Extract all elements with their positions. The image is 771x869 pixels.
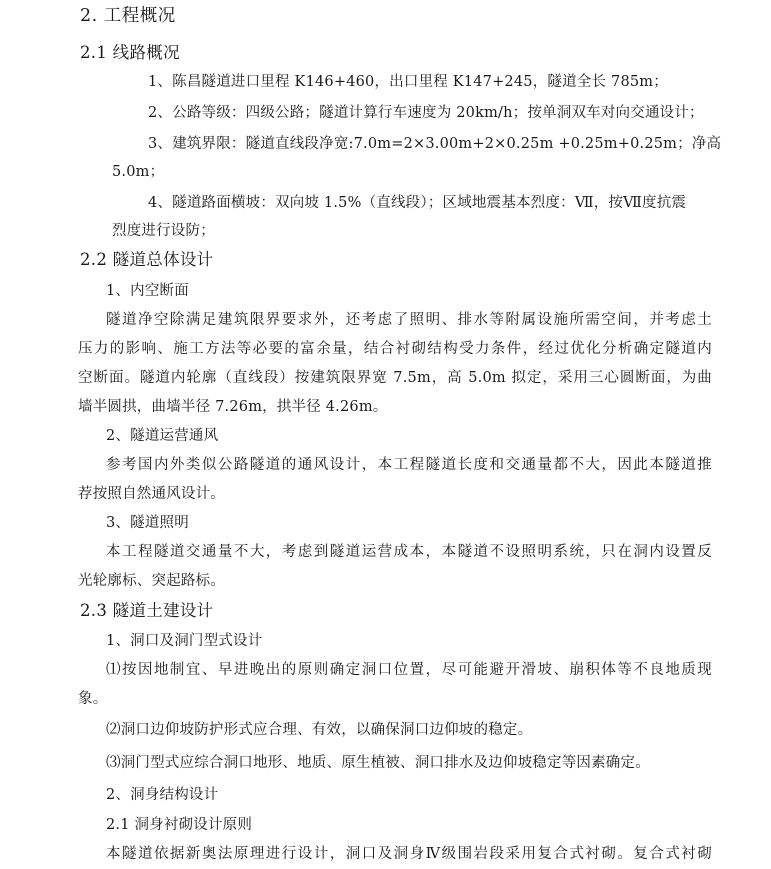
inner-section-line-3: 空断面。隧道内轮廓（直线段）按建筑限界宽 7.5m，高 5.0m 拟定，采用三心圆断面，为曲 — [78, 370, 712, 386]
route-item-1: 1、陈昌隧道进口里程 K146+460，出口里程 K147+245，隧道全长 785m； — [148, 74, 668, 90]
inner-section-line-1: 隧道净空除满足建筑限界要求外，还考虑了照明、排水等附属设施所需空间，并考虑土 — [106, 312, 712, 328]
portal-point-2: ⑵洞口边仰坡防护形式应合理、有效，以确保洞口边仰坡的稳定。 — [106, 722, 533, 738]
route-item-2: 2、公路等级：四级公路；隧道计算行车速度为 20km/h；按单洞双车对向交通设计； — [148, 105, 704, 121]
route-item-4-line-2: 烈度进行设防； — [112, 223, 215, 239]
lining-principle-line-1: 本隧道依据新奥法原理进行设计，洞口及洞身Ⅳ级围岩段采用复合式衬砌。复合式衬砌 — [106, 846, 712, 862]
inner-section-line-2: 压力的影响、施工方法等必要的富余量，结合衬砌结构受力条件，经过优化分析确定隧道内 — [78, 341, 712, 357]
portal-point-3: ⑶洞门型式应综合洞口地形、地质、原生植被、洞口排水及边仰坡稳定等因素确定。 — [106, 755, 650, 771]
portal-design-title: 1、洞口及洞门型式设计 — [106, 633, 263, 649]
portal-point-1-line-2: 象。 — [78, 691, 108, 707]
route-item-4-line-1: 4、隧道路面横坡：双向坡 1.5%（直线段）；区域地震基本烈度：Ⅶ，按Ⅶ度抗震 — [148, 195, 687, 211]
inner-section-line-4: 墙半圆拱，曲墙半径 7.26m，拱半径 4.26m。 — [78, 399, 388, 415]
route-item-3-line-2: 5.0m； — [112, 164, 165, 180]
section-2-heading: 2. 工程概况 — [80, 6, 176, 26]
route-item-3-line-1: 3、建筑界限：隧道直线段净宽:7.0m=2×3.00m+2×0.25m +0.25m+0.25m；净高 — [148, 136, 722, 152]
tunnel-structure-title: 2、洞身结构设计 — [106, 787, 219, 803]
inner-section-title: 1、内空断面 — [106, 283, 189, 299]
lining-principle-title: 2.1 洞身衬砌设计原则 — [106, 817, 253, 833]
section-2-1-heading: 2.1 线路概况 — [80, 43, 180, 62]
section-2-2-heading: 2.2 隧道总体设计 — [80, 250, 214, 269]
ventilation-line-2: 荐按照自然通风设计。 — [78, 486, 225, 502]
lighting-title: 3、隧道照明 — [106, 515, 189, 531]
section-2-3-heading: 2.3 隧道土建设计 — [80, 601, 214, 620]
ventilation-title: 2、隧道运营通风 — [106, 428, 219, 444]
portal-point-1-line-1: ⑴按因地制宜、早进晚出的原则确定洞口位置，尽可能避开滑坡、崩积体等不良地质现 — [106, 662, 712, 678]
lighting-line-1: 本工程隧道交通量不大，考虑到隧道运营成本，本隧道不设照明系统，只在洞内设置反 — [106, 544, 712, 560]
lighting-line-2: 光轮廓标、突起路标。 — [78, 573, 225, 589]
ventilation-line-1: 参考国内外类似公路隧道的通风设计，本工程隧道长度和交通量都不大，因此本隧道推 — [106, 457, 712, 473]
